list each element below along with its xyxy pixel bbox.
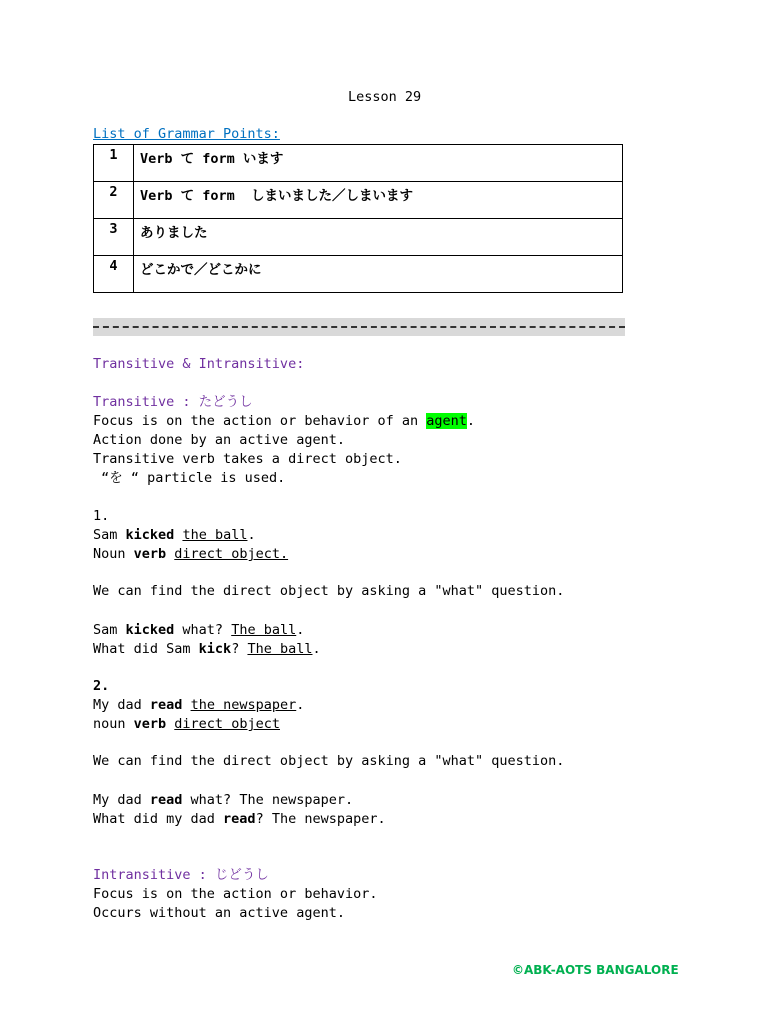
object-word: The ball: [231, 622, 297, 638]
desc-text: .: [466, 413, 476, 429]
grammar-num: 4: [94, 256, 134, 293]
verb-word: kick: [198, 641, 232, 657]
table-row: [94, 182, 623, 219]
grammar-num: 3: [94, 219, 134, 256]
grammar-text: Verb て form しまいました／しまいます: [134, 182, 623, 219]
grammar-text: どこかで／どこかに: [134, 256, 623, 293]
example-2-question: We can find the direct object by asking a "what" question.: [93, 753, 565, 769]
grammar-num: 1: [94, 145, 134, 182]
plain-text: My dad: [93, 792, 150, 808]
intransitive-heading: Intransitive : じどうし: [93, 867, 269, 883]
highlighted-word: agent: [426, 413, 467, 429]
plain-text: .: [296, 622, 305, 638]
copyright-footer: ©ABK-AOTS BANGALORE: [512, 963, 679, 977]
example-1-q2: [93, 640, 321, 659]
example-1-q1: [93, 621, 304, 640]
verb-word: kicked: [125, 622, 175, 638]
example-1-number: 1.: [93, 508, 110, 524]
intransitive-desc-1: Focus is on the action or behavior.: [93, 886, 378, 902]
object-word: the ball: [182, 527, 248, 543]
example-2-q2: [93, 810, 386, 829]
page-title: Lesson 29: [348, 89, 422, 105]
plain-text: What did Sam: [93, 641, 199, 657]
verb-word: verb: [133, 546, 167, 562]
table-row: [94, 219, 623, 256]
grammar-list-heading: [93, 125, 280, 144]
plain-text: ?: [231, 641, 248, 657]
plain-text: .: [247, 527, 256, 543]
plain-text: Sam: [93, 527, 126, 543]
transitive-desc-3: Transitive verb takes a direct object.: [93, 451, 402, 467]
example-2-number: 2.: [93, 678, 110, 694]
grammar-num: 2: [94, 182, 134, 219]
plain-text: Noun: [93, 546, 134, 562]
object-word: The ball: [247, 641, 313, 657]
object-word: direct object: [174, 716, 280, 732]
plain-text: noun: [93, 716, 134, 732]
transitive-desc-2: Action done by an active agent.: [93, 432, 345, 448]
section-heading: Transitive & Intransitive:: [93, 356, 305, 372]
plain-text: What did my dad: [93, 811, 224, 827]
plain-text: My dad: [93, 697, 150, 713]
plain-text: what? The newspaper.: [182, 792, 354, 808]
plain-text: .: [296, 697, 305, 713]
plain-text: Sam: [93, 622, 126, 638]
grammar-text: ありました: [134, 219, 623, 256]
example-1-sentence: [93, 526, 256, 545]
example-2-sentence: [93, 696, 304, 715]
example-2-parts: [93, 715, 280, 734]
grammar-list-heading-text: List of Grammar Points:: [93, 126, 280, 142]
plain-text: [182, 697, 190, 713]
section-divider: [93, 318, 625, 336]
object-word: direct object.: [174, 546, 289, 562]
plain-text: .: [312, 641, 321, 657]
verb-word: read: [149, 792, 183, 808]
table-row: [94, 256, 623, 293]
intransitive-desc-2: Occurs without an active agent.: [93, 905, 345, 921]
transitive-desc-1: [93, 412, 475, 431]
example-1-question: We can find the direct object by asking a "what" question.: [93, 583, 565, 599]
table-row: [94, 145, 623, 182]
plain-text: ? The newspaper.: [255, 811, 386, 827]
grammar-text: Verb て form います: [134, 145, 623, 182]
verb-word: kicked: [125, 527, 175, 543]
object-word: the newspaper: [190, 697, 297, 713]
transitive-heading: Transitive : たどうし: [93, 394, 253, 410]
verb-word: verb: [133, 716, 167, 732]
grammar-points-table: [93, 144, 623, 293]
transitive-desc-4: “を “ particle is used.: [93, 470, 286, 486]
verb-word: read: [149, 697, 183, 713]
plain-text: what?: [174, 622, 232, 638]
example-2-q1: [93, 791, 353, 810]
desc-text: Focus is on the action or behavior of an: [93, 413, 427, 429]
example-1-parts: [93, 545, 288, 564]
verb-word: read: [223, 811, 256, 827]
